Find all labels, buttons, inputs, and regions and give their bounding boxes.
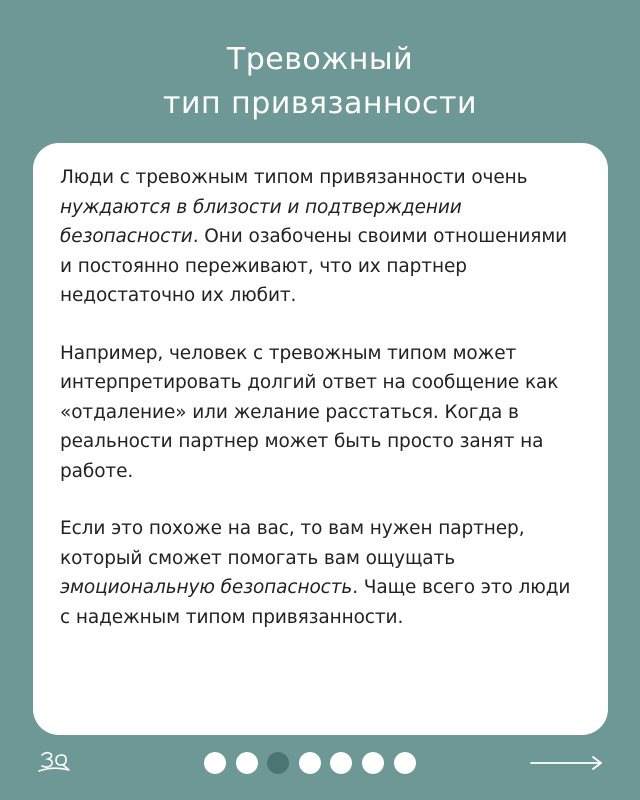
pagination-dot-5[interactable] <box>330 752 352 774</box>
paragraph-3 <box>60 514 582 632</box>
logo-icon <box>34 746 74 778</box>
paragraph-3-text-a: Если это похоже на вас, то вам нужен партнер, который сможет помогать вам ощущать <box>60 518 525 569</box>
title-line-2: тип привязанности <box>163 86 477 121</box>
paragraph-3-text-b: . Чаще всего это люди с надежным типом привязанности. <box>60 577 571 628</box>
paragraph-1-emphasis: нуждаются в близости и подтверждении безопасности <box>60 196 462 247</box>
slide-title <box>0 38 640 126</box>
paragraph-3-emphasis: эмоциональную безопасность <box>60 577 353 598</box>
paragraph-2-text: Например, человек с тревожным типом может интерпретировать долгий ответ на сообщение как «отдаление» или желание расстаться. Когда в реальности партнер может быть просто занят на работе. <box>60 342 559 482</box>
paragraph-1-text-a: Люди с тревожным типом привязанности очень <box>60 167 528 188</box>
content-card <box>33 143 608 735</box>
pagination-dot-1[interactable] <box>204 752 226 774</box>
paragraph-1-text-b: . Они озабочены своими отношениями и постоянно переживают, что их партнер недостаточно их любит. <box>60 226 568 306</box>
pagination-dot-3[interactable] <box>267 752 289 774</box>
pagination-dot-6[interactable] <box>362 752 384 774</box>
paragraph-1 <box>60 163 582 311</box>
arrow-right-icon[interactable] <box>530 754 604 772</box>
pagination-dots <box>204 752 416 774</box>
title-line-1: Тревожный <box>226 42 414 77</box>
pagination-dot-2[interactable] <box>236 752 258 774</box>
pagination-dot-4[interactable] <box>299 752 321 774</box>
paragraph-2 <box>60 339 582 487</box>
pagination-dot-7[interactable] <box>394 752 416 774</box>
